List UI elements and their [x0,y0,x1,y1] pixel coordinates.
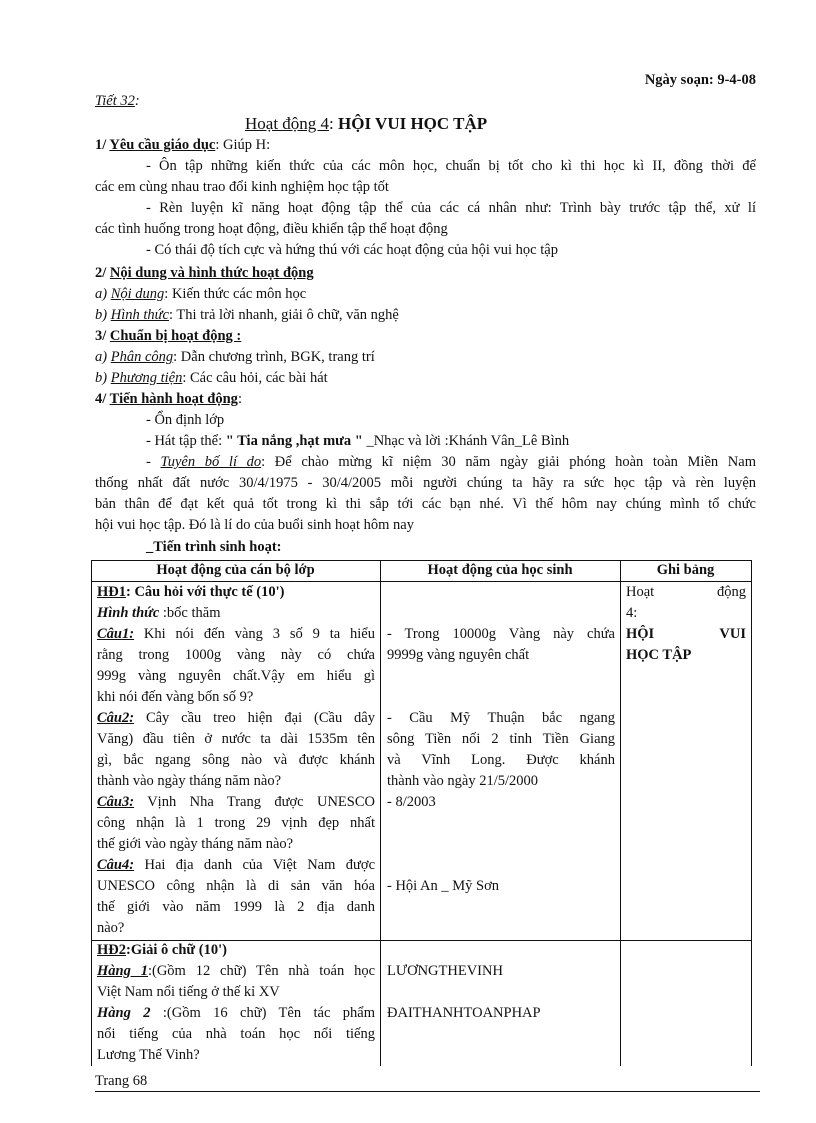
s4-item-3-line-2: thống nhất đất nước 30/4/1975 - 30/4/2005 mỗi người chúng ta hãy ra sức học tập và rèn luyện [95,475,756,491]
q4-line-4: nào? [97,920,125,936]
q1-line-1: Câu1: Khi nói đến vàng 3 số 9 ta hiểu [97,626,375,642]
s4-item-1: - Ổn định lớp [146,412,225,428]
s4-item-3: - Tuyên bố lí do: Để chào mừng kĩ niệm 30 năm ngày giải phóng hoàn toàn Miền Nam [146,454,756,470]
process-label: _Tiến trình sinh hoạt: [146,539,282,555]
section-3-heading: 3/ Chuẩn bị hoạt động : [95,328,242,344]
hd2-cadre-cell [97,940,375,1066]
s1-line-3: - Rèn luyện kĩ năng hoạt động tập thể của các cá nhân như: Trình bày trước tập thể, xử lí [146,200,756,216]
section-1-heading: 1/ Yêu cầu giáo dục: Giúp H: [95,137,271,153]
table-border-left [91,560,92,1066]
answer-2-line-3: và Vĩnh Long. Được khánh [387,752,615,768]
answer-2 [387,708,615,792]
q2-line-1: Câu2: Cây cầu treo hiện đại (Cầu dây [97,710,375,726]
q2-line-2: Văng) đầu tiên ở nước ta dài 1535m tên [97,731,375,747]
section-2-heading: 2/ Nội dung và hình thức hoạt động [95,265,314,281]
q1-line-4: khi nói đến vàng bốn số 9? [97,689,254,705]
q4-line-1: Câu4: Hai địa danh của Việt Nam được [97,857,375,873]
q2-line-4: thành vào ngày tháng năm nào? [97,773,282,789]
crossword-answer-2: ĐAITHANHTOANPHAP [387,1005,541,1021]
board-note [626,582,746,666]
q1-line-2: rằng trong 1000g vàng này có chứa [97,647,375,663]
q1-line-3: 999g vàng nguyên chất.Vậy em hiểu gì [97,668,375,684]
s4-item-3-line-3: bản thân để đạt kết quả tốt trong kì thi sắp tới các bạn nhé. Vì thế hôm nay chúng mình tổ chức [95,496,756,512]
header-cadre-activity: Hoạt động của cán bộ lớp [156,562,315,578]
page-title: Hoạt động 4: HỘI VUI HỌC TẬP [245,114,488,133]
header-student-activity: Hoạt động của học sinh [427,562,573,578]
footer-rule [95,1091,760,1092]
table-col-divider-1 [380,560,381,1066]
crossword-answer-1: LƯƠNGTHEVINH [387,963,503,979]
s1-line-2: các em cùng nhau trao đổi kinh nghiệm học tập tốt [95,179,389,195]
q3-line-1: Câu3: Vịnh Nha Trang được UNESCO [97,794,375,810]
hd1-cadre-cell [97,582,375,939]
answer-1 [387,624,615,666]
answer-1-line-2: 9999g vàng nguyên chất [387,647,530,663]
s1-line-4: các tình huống trong hoạt động, điều khiển tập thể hoạt động [95,221,448,237]
row2-line-2: nổi tiếng của nhà toán học nổi tiếng [97,1026,375,1042]
table-col-divider-2 [620,560,621,1066]
s3-item-b: b) Phương tiện: Các câu hỏi, các bài hát [95,370,328,386]
hd1-title: HĐ1: Câu hỏi với thực tế (10') [97,584,285,600]
s1-line-5: - Có thái độ tích cực và hứng thú với các hoạt động của hội vui học tập [146,242,558,258]
hd1-form: Hình thức :bốc thăm [97,605,221,621]
answer-1-line-1: - Trong 10000g Vàng này chứa [387,626,615,642]
q4-line-2: UNESCO công nhận là di sản văn hóa [97,878,375,894]
header-board-notes: Ghi bảng [656,562,715,578]
q2-line-3: gì, bắc ngang sông nào và được khánh [97,752,375,768]
answer-3: - 8/2003 [387,794,436,810]
q4-line-3: thế giới vào năm 1999 là 2 địa danh [97,899,375,915]
hd2-title: HĐ2:Giải ô chữ (10') [97,942,227,958]
board-note-line-1: Hoạt động [626,584,746,600]
q3-line-3: thế giới vào ngày tháng năm nào? [97,836,294,852]
answer-2-line-2: sông Tiền nối 2 tỉnh Tiền Giang [387,731,615,747]
row2-line-1: Hàng 2 :(Gồm 16 chữ) Tên tác phẩm [97,1005,375,1021]
s4-item-3-line-4: hội vui học tập. Đó là lí do của buổi sinh hoạt hôm nay [95,517,414,533]
board-note-line-4: HỌC TẬP [626,647,692,663]
row2-line-3: Lương Thế Vinh? [97,1047,200,1063]
date-label: Ngày soạn: 9-4-08 [644,72,756,88]
s4-item-2: - Hát tập thể: " Tia nắng ,hạt mưa " _Nhạc và lời :Khánh Vân_Lê Bình [146,433,570,449]
activity-table [91,560,752,1066]
table-border-top [91,560,752,561]
answer-2-line-4: thành vào ngày 21/5/2000 [387,773,539,789]
s2-item-a: a) Nội dung: Kiến thức các môn học [95,286,307,302]
row1-line-1: Hàng 1:(Gồm 12 chữ) Tên nhà toán học [97,963,375,979]
table-border-right [751,560,752,1066]
board-note-line-2: 4: [626,605,638,621]
answer-4: - Hội An _ Mỹ Sơn [387,878,499,894]
section-4-heading: 4/ Tiến hành hoạt động: [95,391,242,407]
answer-2-line-1: - Cầu Mỹ Thuận bắc ngang [387,710,615,726]
row1-line-2: Việt Nam nổi tiếng ở thế kỉ XV [97,984,280,1000]
page-number: Trang 68 [95,1073,148,1089]
s3-item-a: a) Phân công: Dẫn chương trình, BGK, trang trí [95,349,375,365]
q3-line-2: công nhận là 1 trong 29 vịnh đẹp nhất [97,815,375,831]
s2-item-b: b) Hình thức: Thi trả lời nhanh, giải ô chữ, văn nghệ [95,307,399,323]
s1-line-1: - Ôn tập những kiến thức của các môn học, chuẩn bị tốt cho kì thi học kì II, đồng thời để [146,158,756,174]
lesson-number: Tiết 32: [95,93,140,109]
board-note-line-3: HỘI VUI [626,626,746,642]
